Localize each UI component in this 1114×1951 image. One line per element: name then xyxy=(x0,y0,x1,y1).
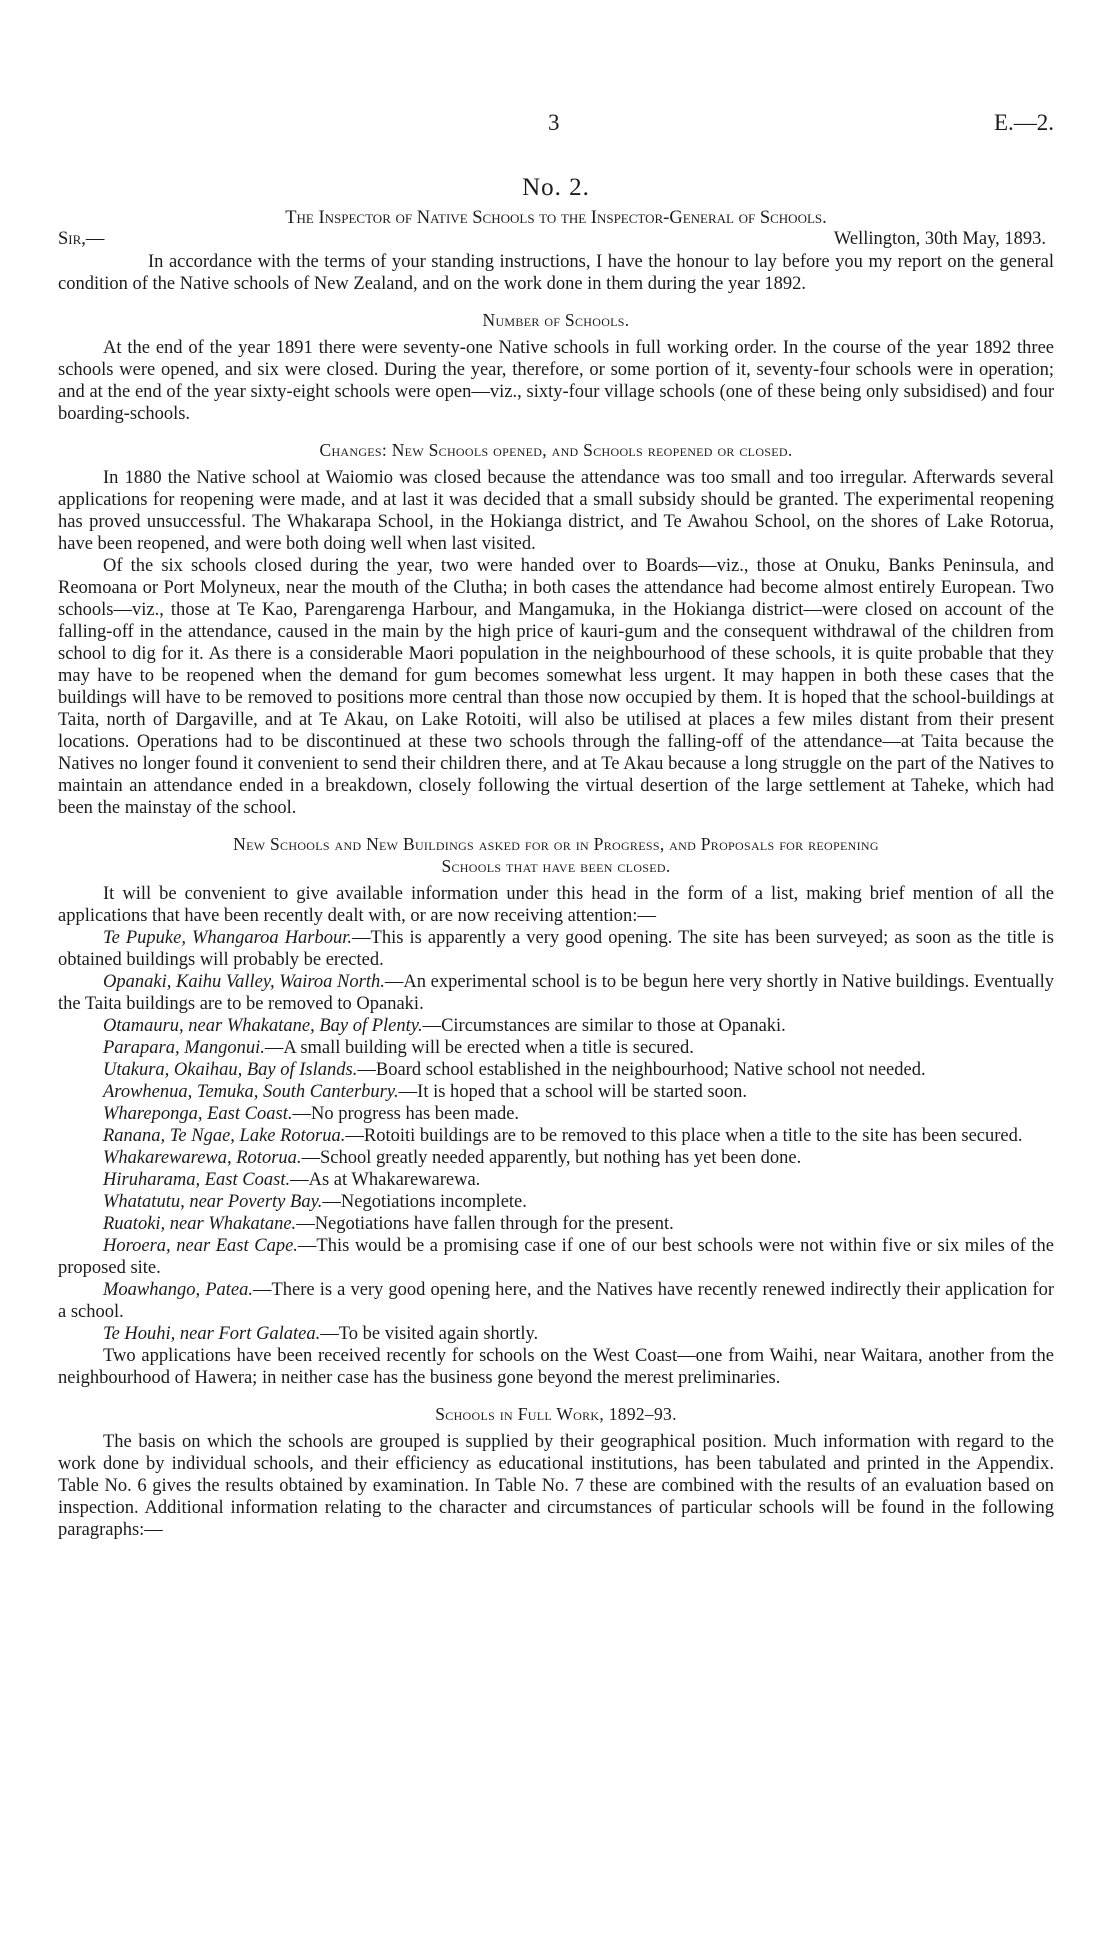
heading-new-schools xyxy=(58,833,1054,877)
document-subtitle: The Inspector of Native Schools to the Inspector-General of Schools. xyxy=(285,208,827,228)
entry-text: —This would be a promising case if one of our best schools were not within five or six miles of the proposed site. xyxy=(58,1236,1054,1278)
place-name: Parapara, Mangonui. xyxy=(103,1038,265,1058)
list-item xyxy=(58,1125,1054,1147)
document-reference: E.—2. xyxy=(993,110,1054,135)
page-number: 3 xyxy=(548,110,560,135)
place-name: Hiruharama, East Coast. xyxy=(103,1170,291,1190)
heading-full-work: Schools in Full Work, 1892–93. xyxy=(435,1404,677,1424)
heading-new-schools-line1: New Schools and New Buildings asked for or in Progress, and Proposals for reopening xyxy=(233,834,879,854)
entry-text: —As at Whakarewarewa. xyxy=(290,1170,481,1190)
document-page xyxy=(58,110,1054,1541)
list-item xyxy=(58,1037,1054,1059)
place-name: Arowhenua, Temuka, South Canterbury. xyxy=(103,1082,399,1102)
list-item xyxy=(58,1191,1054,1213)
list-item xyxy=(58,927,1054,971)
place-name: Ranana, Te Ngae, Lake Rotorua. xyxy=(103,1126,346,1146)
entry-text: —A small building will be erected when a title is secured. xyxy=(264,1038,694,1058)
list-item xyxy=(58,1059,1054,1081)
list-item xyxy=(58,1169,1054,1191)
paragraph-changes-2: Of the six schools closed during the year, two were handed over to Boards—viz., those at Onuku, Banks Peninsula, and Reomoana or Port Molyneux, near the mouth of the Clutha; in both cases the attendance had become almost entirely European. Two schools—viz., those at Te Kao, Parengarenga Harbour, and Mangamuka, in the Hokianga district—were closed on account of the falling-off in the attendance, caused in the main by the high price of kauri-gum and the consequent withdrawal of the children from school to dig for it. As there is a considerable Maori population in the neighbourhood of these schools, it is quite probable that they may have to be reopened when the demand for gum becomes somewhat less urgent. It may happen in both these cases that the buildings will have to be removed to positions more central than those now occupied by them. It is hoped that the school-buildings at Taita, north of Dargaville, and at Te Akau, on Lake Rotoiti, will also be utilised at places a few miles distant from their present locations. Operations had to be discontinued at these two schools through the falling-off of the attendance—at Taita because the Natives no longer found it convenient to send their children there, and at Te Akau because a long struggle on the part of the Natives to maintain an attendance ended in a breakdown, closely following the virtual desertion of the large settlement at Taheke, which had been the mainstay of the school. xyxy=(58,556,1054,818)
place-name: Ruatoki, near Whakatane. xyxy=(103,1214,297,1234)
entry-text: —School greatly needed apparently, but nothing has yet been done. xyxy=(301,1148,802,1168)
entry-text: —Negotiations incomplete. xyxy=(322,1192,527,1212)
paragraph-new-schools-closing: Two applications have been received recently for schools on the West Coast—one from Waihi, near Waitara, another from the neighbourhood of Hawera; in neither case has the business gone beyond the merest preliminaries. xyxy=(58,1346,1054,1388)
entry-text: —Rotoiti buildings are to be removed to this place when a title to the site has been secured. xyxy=(345,1126,1023,1146)
paragraph-number-of-schools: At the end of the year 1891 there were seventy-one Native schools in full working order. In the course of the year 1892 three schools were opened, and six were closed. During the year, therefore, or some portion of it, seventy-four schools were in operation; and at the end of the year sixty-eight schools were open—viz., sixty-four village schools (one of these being only subsidised) and four boarding-schools. xyxy=(58,338,1054,424)
entry-text: —To be visited again shortly. xyxy=(320,1324,539,1344)
list-item xyxy=(58,1279,1054,1323)
list-item xyxy=(58,1235,1054,1279)
salutation: Sir,— xyxy=(58,229,105,249)
entry-text: —An experimental school is to be begun here very shortly in Native buildings. Eventually the Taita buildings are to be removed to Opanaki. xyxy=(58,972,1054,1014)
place-name: Whatatutu, near Poverty Bay. xyxy=(103,1192,323,1212)
place-name: Whakarewarewa, Rotorua. xyxy=(103,1148,302,1168)
place-name: Te Houhi, near Fort Galatea. xyxy=(103,1324,321,1344)
list-item xyxy=(58,1323,1054,1345)
applications-list xyxy=(58,927,1054,1345)
heading-new-schools-line2: Schools that have been closed. xyxy=(441,856,671,876)
list-item xyxy=(58,971,1054,1015)
list-item xyxy=(58,1015,1054,1037)
place-name: Utakura, Okaihau, Bay of Islands. xyxy=(103,1060,358,1080)
entry-text: —Board school established in the neighbourhood; Native school not needed. xyxy=(357,1060,926,1080)
place-name: Otamauru, near Whakatane, Bay of Plenty. xyxy=(103,1016,423,1036)
entry-text: —There is a very good opening here, and the Natives have recently renewed indirectly their application for a school. xyxy=(58,1280,1055,1322)
list-item xyxy=(58,1147,1054,1169)
salutation-line xyxy=(58,229,1054,251)
list-item xyxy=(58,1213,1054,1235)
intro-paragraph: In accordance with the terms of your standing instructions, I have the honour to lay before you my report on the general condition of the Native schools of New Zealand, and on the work done in them during the year 1892. xyxy=(58,252,1054,294)
place-name: Te Pupuke, Whangaroa Harbour. xyxy=(103,928,353,948)
place-name: Moawhango, Patea. xyxy=(103,1280,253,1300)
heading-number-of-schools: Number of Schools. xyxy=(482,310,630,330)
place-name: Horoera, near East Cape. xyxy=(103,1236,298,1256)
page-header xyxy=(58,110,1054,150)
list-item xyxy=(58,1081,1054,1103)
place-name: Whareponga, East Coast. xyxy=(103,1104,293,1124)
entry-text: —Circumstances are similar to those at Opanaki. xyxy=(422,1016,786,1036)
entry-text: —It is hoped that a school will be started soon. xyxy=(398,1082,748,1102)
paragraph-changes-1: In 1880 the Native school at Waiomio was closed because the attendance was too small and too irregular. Afterwards several applications for reopening were made, and at last it was decided that a small subsidy should be granted. The experimental reopening has proved unsuccessful. The Whakarapa School, in the Hokianga district, and Te Awahou School, on the shores of Lake Rotorua, have been reopened, and were both doing well when last visited. xyxy=(58,468,1054,554)
entry-text: —This is apparently a very good opening. The site has been surveyed; as soon as the title is obtained buildings will probably be erected. xyxy=(58,928,1054,970)
place-date: Wellington, 30th May, 1893. xyxy=(833,229,1046,249)
entry-text: —No progress has been made. xyxy=(292,1104,520,1124)
place-name: Opanaki, Kaihu Valley, Wairoa North. xyxy=(103,972,385,992)
heading-changes: Changes: New Schools opened, and Schools reopened or closed. xyxy=(319,440,793,460)
entry-text: —Negotiations have fallen through for the present. xyxy=(296,1214,674,1234)
paragraph-full-work: The basis on which the schools are grouped is supplied by their geographical position. Much information with regard to the work done by individual schools, and their efficiency as educational institutions, has been tabulated and printed in the Appendix. Table No. 6 gives the results obtained by examination. In Table No. 7 these are combined with the results of an evaluation based on inspection. Additional information relating to the character and circumstances of particular schools will be found in the following paragraphs:— xyxy=(58,1432,1054,1540)
document-number: No. 2. xyxy=(522,174,590,201)
paragraph-new-schools-intro: It will be convenient to give available information under this head in the form of a list, making brief mention of all the applications that have been recently dealt with, or are now receiving attention:— xyxy=(58,884,1054,926)
list-item xyxy=(58,1103,1054,1125)
